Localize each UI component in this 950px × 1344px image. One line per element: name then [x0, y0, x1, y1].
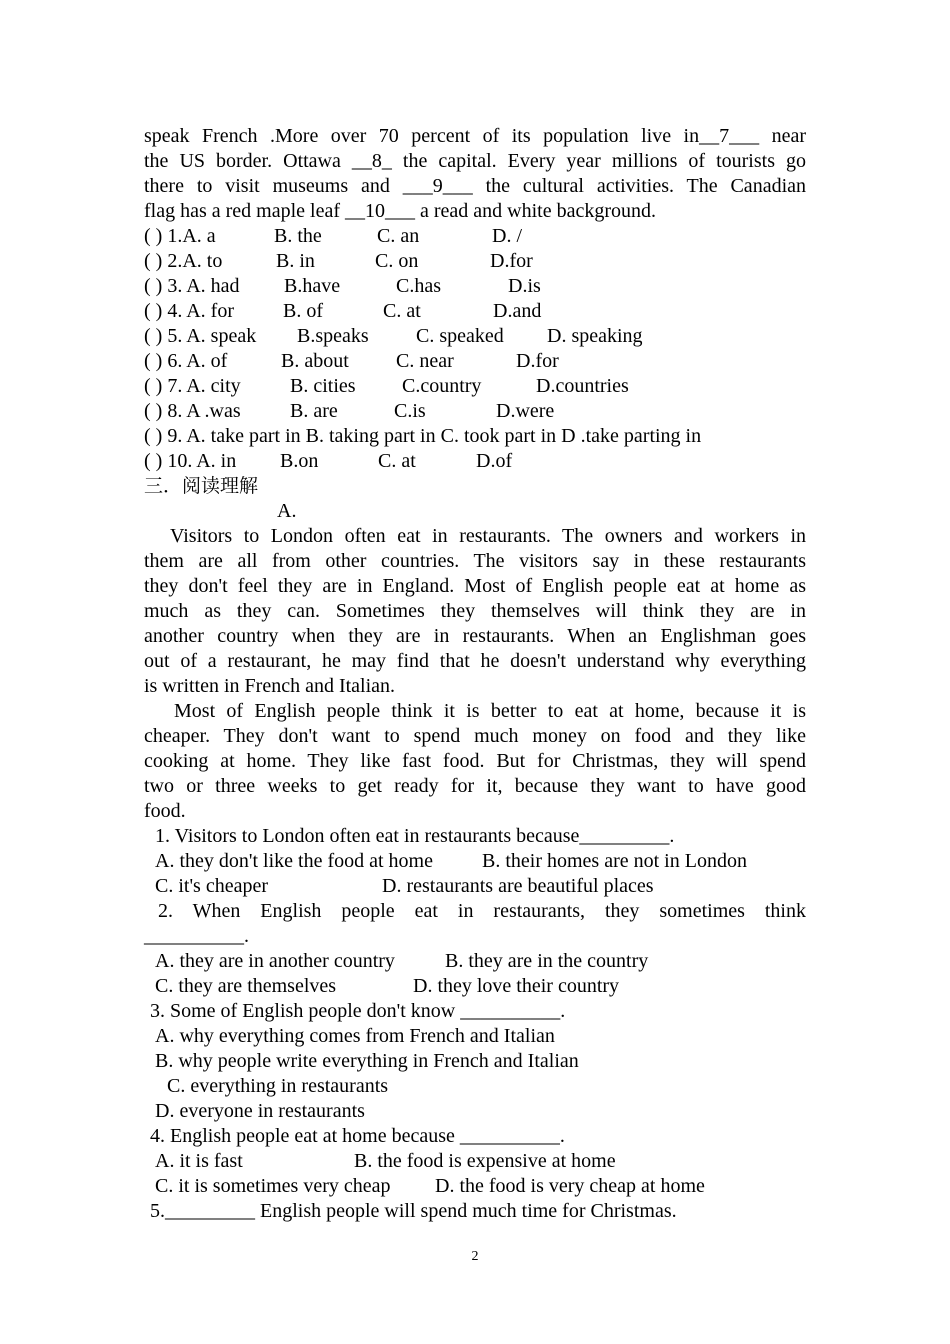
- question-stem: ( ) 4. A. for: [144, 300, 234, 322]
- option-b: B.on: [280, 450, 319, 472]
- passage-line: cheaper. They don't want to spend much money on food and they like: [144, 725, 806, 747]
- question-stem: ( ) 2.A. to: [144, 250, 223, 272]
- option-b: B. of: [283, 300, 323, 322]
- reading-question-2-blank: __________.: [144, 925, 249, 947]
- reading-question-3: 3. Some of English people don't know __________.: [150, 1000, 566, 1022]
- option-d: D.for: [516, 350, 559, 372]
- option-b: B. are: [290, 400, 338, 422]
- option-d: D.countries: [536, 375, 629, 397]
- option-d: D. restaurants are beautiful places: [382, 875, 654, 897]
- option-c: C. speaked: [416, 325, 504, 347]
- option-d: D. everyone in restaurants: [155, 1100, 365, 1122]
- option-a: A. they are in another country: [155, 950, 395, 972]
- option-c: C. on: [375, 250, 419, 272]
- option-a: A. why everything comes from French and Italian: [155, 1025, 555, 1047]
- option-c: C. near: [396, 350, 454, 372]
- option-c: C. it's cheaper: [155, 875, 269, 897]
- reading-question-4: 4. English people eat at home because __________.: [150, 1125, 565, 1147]
- passage-line: cooking at home. They like fast food. But for Christmas, they will spend: [144, 750, 806, 772]
- option-b: B. they are in the country: [445, 950, 649, 972]
- passage-line: they don't feel they are in England. Most of English people eat at home as: [144, 575, 806, 597]
- option-d: D. they love their country: [413, 975, 620, 997]
- option-a: A. it is fast: [155, 1150, 243, 1172]
- option-d: D. speaking: [547, 325, 643, 347]
- question-stem: ( ) 1.A. a: [144, 225, 216, 247]
- passage-line: Most of English people think it is better to eat at home, because it is: [174, 700, 806, 722]
- passage-line: much as they can. Sometimes they themselves will think they are in: [144, 600, 806, 622]
- option-b: B. about: [281, 350, 349, 372]
- passage-line: is written in French and Italian.: [144, 675, 396, 697]
- option-c: C. they are themselves: [155, 975, 337, 997]
- option-b: B.speaks: [297, 325, 369, 347]
- option-d: D.were: [496, 400, 555, 422]
- option-b: B. why people write everything in French and Italian: [155, 1050, 579, 1072]
- question-stem: ( ) 8. A .was: [144, 400, 241, 422]
- option-b: B. their homes are not in London: [482, 850, 747, 872]
- cloze-text-line: the US border. Ottawa __8_ the capital. Every year millions of tourists go: [144, 150, 806, 172]
- option-c: C.has: [396, 275, 441, 297]
- option-c: C.country: [402, 375, 482, 397]
- reading-question-1: 1. Visitors to London often eat in restaurants because_________.: [155, 825, 675, 847]
- passage-line: them are all from other countries. The visitors say in these restaurants: [144, 550, 806, 572]
- question-stem: ( ) 6. A. of: [144, 350, 228, 372]
- passage-line: out of a restaurant, he may find that he doesn't understand why everything: [144, 650, 806, 672]
- question-stem: ( ) 5. A. speak: [144, 325, 257, 347]
- reading-question-5: 5._________ English people will spend much time for Christmas.: [150, 1200, 677, 1222]
- cloze-text-line: speak French .More over 70 percent of its population live in__7___ near: [144, 125, 806, 147]
- passage-line: food.: [144, 800, 186, 822]
- option-d: D. the food is very cheap at home: [435, 1175, 705, 1197]
- option-b: B. in: [276, 250, 315, 272]
- option-d: D.and: [493, 300, 542, 322]
- question-stem: ( ) 3. A. had: [144, 275, 240, 297]
- option-b: B. cities: [290, 375, 356, 397]
- cloze-text-line: flag has a red maple leaf __10___ a read and white background.: [144, 200, 657, 222]
- option-c: C. everything in restaurants: [167, 1075, 389, 1097]
- option-d: D.for: [490, 250, 533, 272]
- passage-line: another country when they are in restaurants. When an Englishman goes: [144, 625, 806, 647]
- option-d: D. /: [492, 225, 522, 247]
- question-stem: ( ) 9. A. take part in B. taking part in C. took part in D .take parting in: [144, 425, 702, 447]
- reading-question-2: 2. When English people eat in restaurants, they sometimes think: [158, 900, 806, 922]
- option-d: D.of: [476, 450, 513, 472]
- option-c: C. it is sometimes very cheap: [155, 1175, 391, 1197]
- question-stem: ( ) 10. A. in: [144, 450, 237, 472]
- option-d: D.is: [508, 275, 541, 297]
- option-b: B.have: [284, 275, 341, 297]
- option-b: B. the: [274, 225, 322, 247]
- cloze-text-line: there to visit museums and ___9___ the cultural activities. The Canadian: [144, 175, 806, 197]
- section-heading: 三．阅读理解: [144, 475, 259, 497]
- option-c: C. an: [377, 225, 420, 247]
- option-b: B. the food is expensive at home: [354, 1150, 616, 1172]
- page-number: 2: [471, 1249, 479, 1264]
- option-a: A. they don't like the food at home: [155, 850, 433, 872]
- question-stem: ( ) 7. A. city: [144, 375, 241, 397]
- passage-line: two or three weeks to get ready for it, because they want to have good: [144, 775, 806, 797]
- option-c: C.is: [394, 400, 426, 422]
- option-c: C. at: [378, 450, 416, 472]
- passage-line: Visitors to London often eat in restaurants. The owners and workers in: [170, 525, 806, 547]
- option-c: C. at: [383, 300, 421, 322]
- passage-label: A.: [277, 500, 297, 522]
